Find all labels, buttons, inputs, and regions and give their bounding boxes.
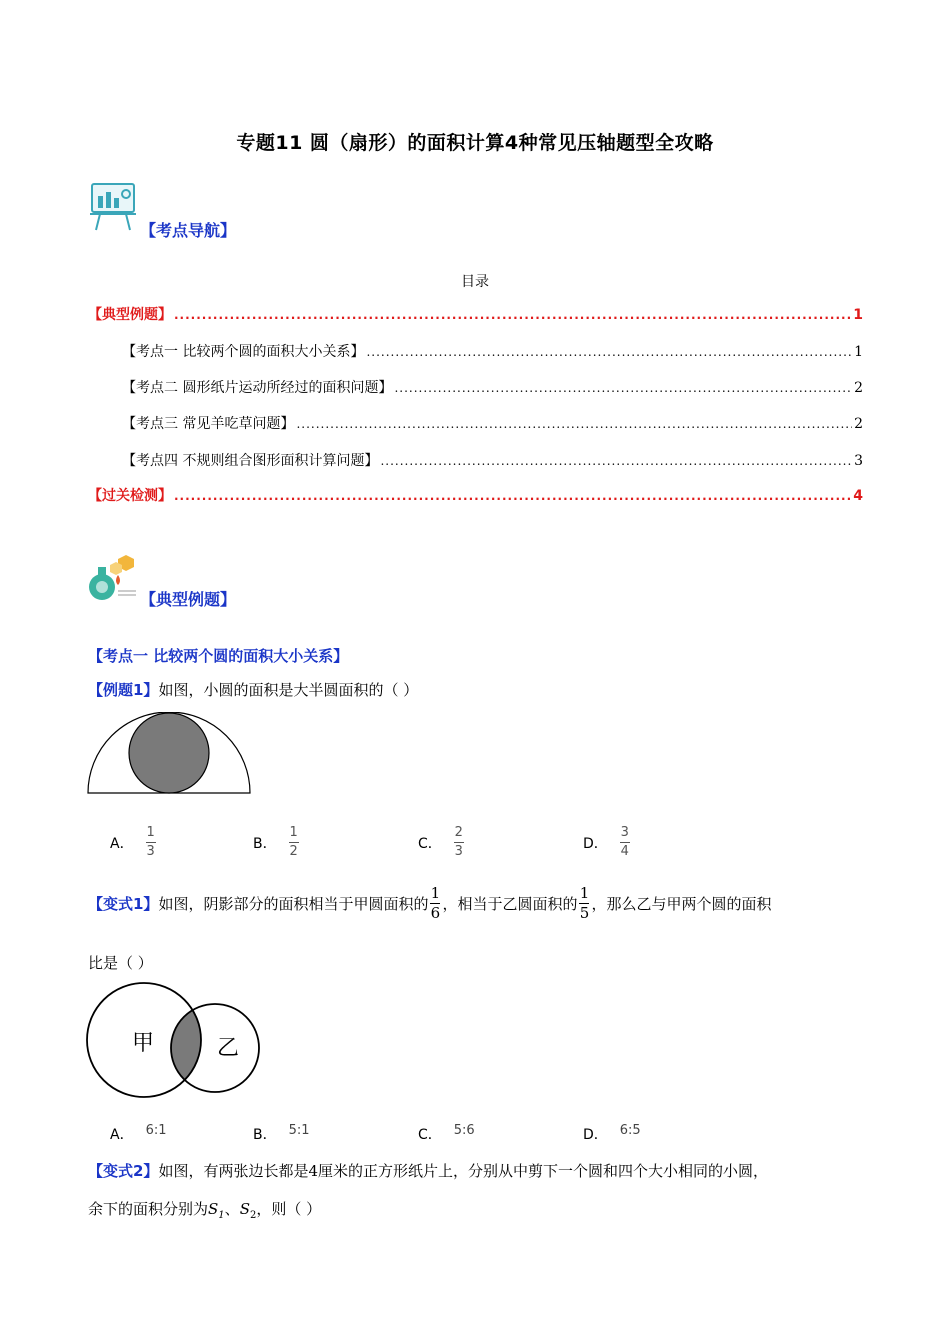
toc-entry-page: 3 — [854, 453, 863, 469]
fraction-denominator: 6 — [430, 904, 441, 922]
option-fraction — [146, 826, 156, 859]
symbol-s1-sub: 1 — [218, 1210, 225, 1221]
fraction-numerator: 1 — [146, 825, 155, 840]
option-letter: B． — [253, 1127, 277, 1143]
option-letter: D． — [583, 1127, 608, 1143]
separator: 、 — [224, 1200, 240, 1218]
question-2 — [88, 886, 771, 921]
option-d[interactable] — [583, 826, 630, 859]
question-tag: 【变式2】 — [88, 1162, 159, 1180]
topic1-heading: 【考点一 比较两个圆的面积大小关系】 — [88, 647, 349, 665]
toc-entry[interactable] — [88, 485, 863, 505]
option-fraction — [289, 826, 299, 859]
toc-entry-page: 2 — [854, 416, 863, 432]
label-yi: 乙 — [217, 1036, 240, 1061]
question-tag: 【变式1】 — [88, 895, 159, 913]
option-value: 5:6 — [453, 1122, 475, 1138]
toc-entry-page: 4 — [853, 488, 863, 504]
semicircle-figure — [87, 712, 251, 794]
toc-entry[interactable] — [122, 413, 863, 433]
option-letter: B． — [253, 835, 277, 852]
option-fraction — [620, 826, 630, 859]
question-text: 余下的面积分别为 — [88, 1200, 209, 1218]
option-value: 5:1 — [288, 1122, 310, 1138]
toc-entry[interactable] — [122, 341, 863, 361]
option-letter: C． — [418, 1127, 442, 1143]
fraction-numerator: 1 — [430, 884, 441, 902]
toc-entry-page: 1 — [853, 307, 863, 323]
label-jia: 甲 — [132, 1031, 155, 1056]
question-text: 如图，有两张边长都是4厘米的正方形纸片上，分别从中剪下一个圆和四个大小相同的小圆， — [158, 1162, 768, 1180]
fraction-numerator: 1 — [579, 884, 590, 902]
symbol-s2-sub: 2 — [249, 1210, 257, 1221]
toc-entry[interactable] — [88, 304, 863, 324]
question-1 — [88, 679, 418, 700]
option-letter: D． — [583, 835, 608, 852]
fraction-numerator: 3 — [620, 825, 629, 840]
symbol-s1: S — [208, 1200, 219, 1218]
question-3-cont — [88, 1198, 321, 1221]
fraction-numerator: 2 — [454, 825, 463, 840]
question-2-cont: 比是（ ） — [88, 954, 153, 972]
option-d[interactable] — [583, 1124, 641, 1144]
toc-entry-label: 【考点二 圆形纸片运动所经过的面积问题】 — [122, 380, 393, 396]
option-fraction — [454, 826, 464, 859]
option-b[interactable] — [253, 826, 299, 859]
question-text: 如图，小圆的面积是大半圆面积的（ ） — [158, 681, 419, 699]
fraction-denominator: 5 — [579, 904, 590, 922]
inline-fraction — [579, 886, 589, 921]
toc-entry-page: 2 — [854, 380, 863, 396]
option-a[interactable] — [110, 1124, 167, 1144]
option-c[interactable] — [418, 1124, 475, 1144]
fraction-numerator: 1 — [289, 825, 298, 840]
option-value: 6:5 — [619, 1122, 641, 1138]
presentation-icon — [88, 180, 138, 232]
fraction-denominator: 3 — [454, 844, 463, 859]
option-letter: A． — [110, 1127, 134, 1143]
question-tag: 【例题1】 — [88, 681, 159, 699]
question-text: ，相当于乙圆面积的 — [442, 895, 578, 913]
venn-figure — [86, 982, 262, 1098]
toc-entry-label: 【考点四 不规则组合图形面积计算问题】 — [122, 453, 379, 469]
question-3 — [88, 1160, 768, 1181]
toc-entry-label: 【考点三 常见羊吃草问题】 — [122, 416, 295, 432]
inline-fraction — [430, 886, 440, 921]
fraction-denominator: 2 — [289, 844, 298, 859]
examples-heading: 【典型例题】 — [140, 590, 237, 609]
fraction-denominator: 3 — [146, 844, 155, 859]
flask-icon — [88, 553, 138, 603]
toc-entry-page: 1 — [854, 344, 863, 360]
option-value: 6:1 — [145, 1122, 167, 1138]
option-letter: C． — [418, 835, 442, 852]
page-title: 专题11 圆（扇形）的面积计算4种常见压轴题型全攻略 — [236, 132, 714, 154]
symbol-s2: S — [239, 1200, 250, 1218]
toc-entry[interactable] — [122, 377, 863, 397]
fraction-denominator: 4 — [620, 844, 629, 859]
toc-entry-label: 【考点一 比较两个圆的面积大小关系】 — [122, 344, 365, 360]
question-text: 如图，阴影部分的面积相当于甲圆面积的 — [158, 895, 429, 913]
option-b[interactable] — [253, 1124, 310, 1144]
toc-entry[interactable] — [122, 450, 863, 470]
option-a[interactable] — [110, 826, 156, 859]
option-letter: A． — [110, 835, 134, 852]
toc-title: 目录 — [461, 274, 489, 290]
question-text: ，那么乙与甲两个圆的面积 — [591, 895, 772, 913]
option-c[interactable] — [418, 826, 464, 859]
question-text: ，则（ ） — [256, 1200, 322, 1218]
toc-entry-label: 【过关检测】 — [88, 488, 172, 504]
toc-entry-label: 【典型例题】 — [88, 307, 172, 323]
nav-heading: 【考点导航】 — [140, 221, 237, 240]
